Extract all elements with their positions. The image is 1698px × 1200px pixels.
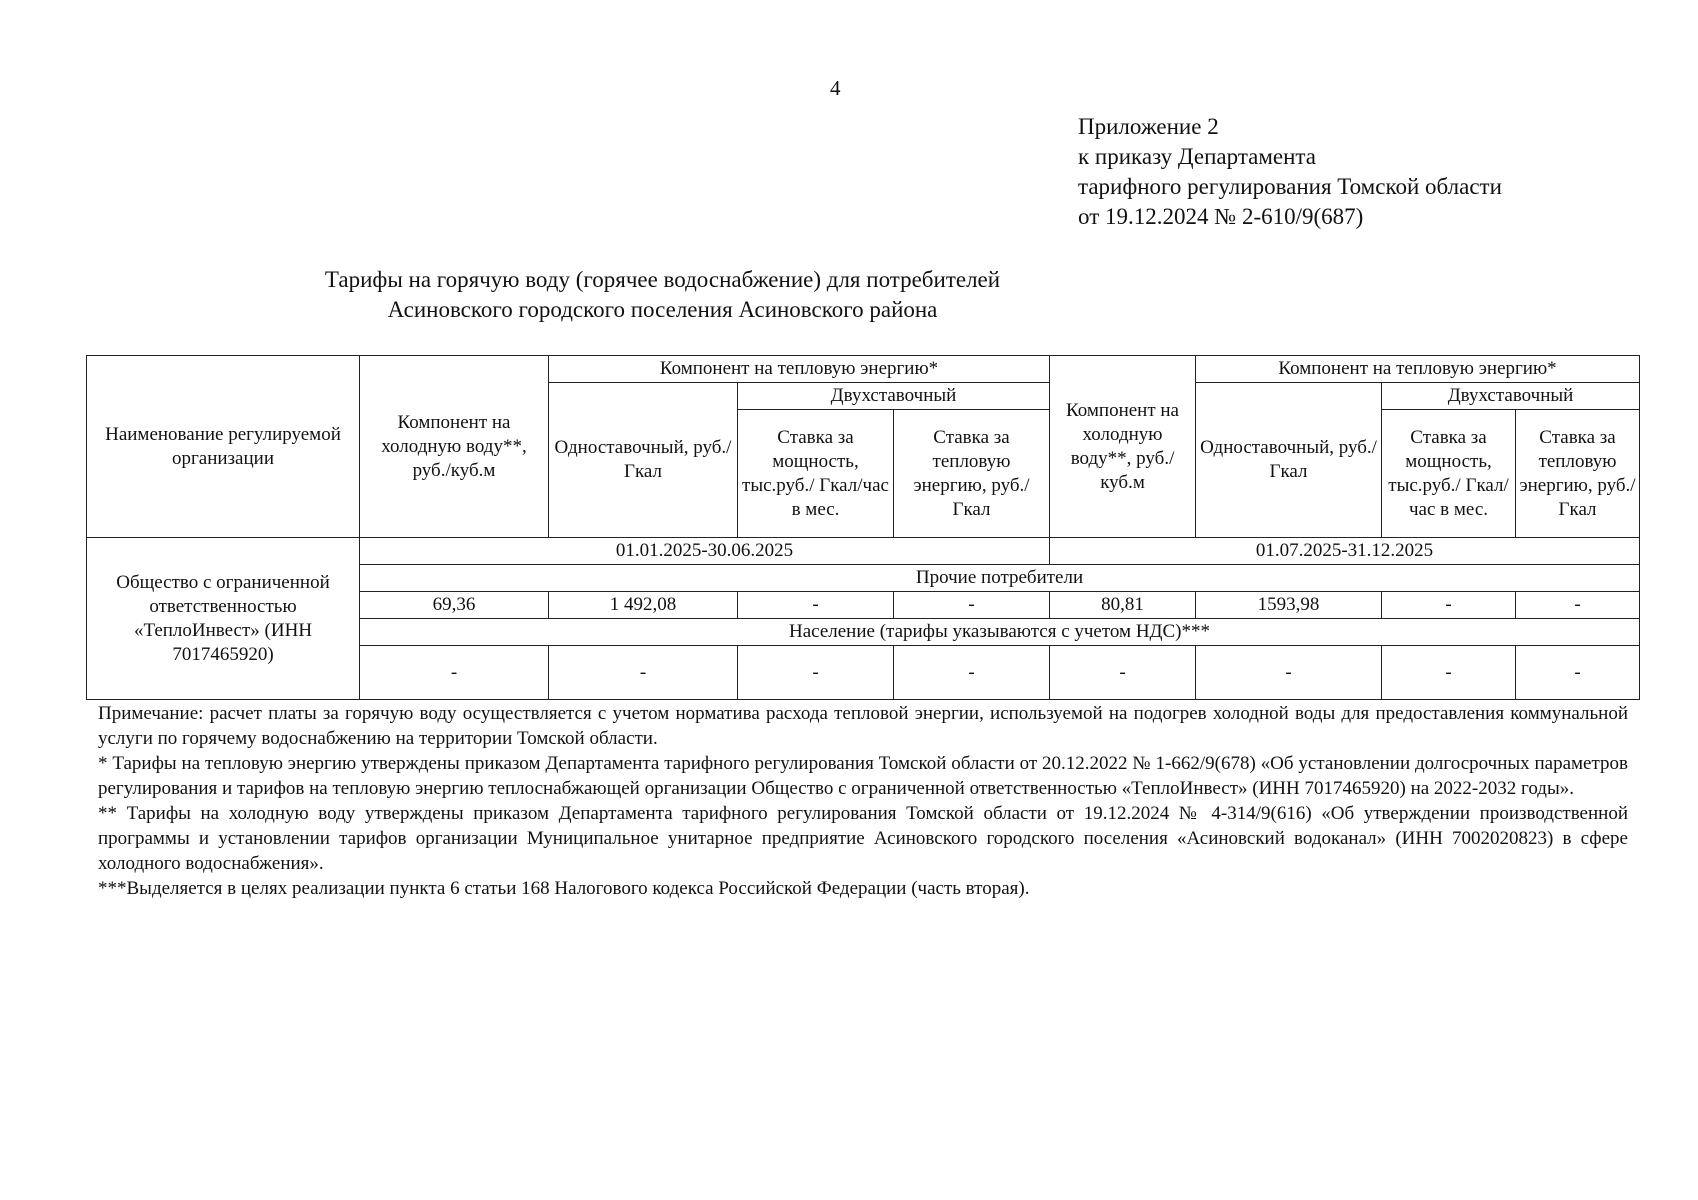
notes-block [98, 701, 1628, 901]
document-title [0, 265, 1325, 325]
header-two-rate: Двухставочный [738, 383, 1050, 410]
period-cell: 01.07.2025-31.12.2025 [1050, 538, 1640, 565]
page-number: 4 [830, 76, 841, 100]
header-capacity-rate: Ставка за мощность, тыс.руб./ Гкал/час в мес. [738, 410, 894, 538]
header-single-rate: Одноставочный, руб./Гкал [549, 383, 738, 538]
org-name-cell: Общество с ограниченной ответственностью «ТеплоИнвест» (ИНН 7017465920) [87, 538, 360, 700]
appendix-line: от 19.12.2024 № 2-610/9(687) [1078, 204, 1364, 229]
value-cell: - [1382, 646, 1516, 700]
value-cell: 1 492,08 [549, 592, 738, 619]
value-cell: - [738, 646, 894, 700]
tariff-table [86, 355, 1640, 700]
note-footnote-2: ** Тарифы на холодную воду утверждены приказом Департамента тарифного регулирования Томской области от 19.12.2024 № 4-314/9(616) «Об утверждении производственной программы и установлении тарифов организации Муниципальное унитарное предприятие Асиновского городского поселения «Асиновский водоканал» (ИНН 7002020823) в сфере холодного водоснабжения». [98, 803, 1628, 874]
note-main: Примечание: расчет платы за горячую воду осуществляется с учетом норматива расхода тепловой энергии, используемой на подогрев холодной воды для предоставления коммунальной услуги по горячему водоснабжению на территории Томской области. [98, 703, 1628, 749]
appendix-line: тарифного регулирования Томской области [1078, 174, 1502, 199]
header-single-rate: Одноставочный, руб./Гкал [1196, 383, 1382, 538]
value-cell: - [1382, 592, 1516, 619]
appendix-line: к приказу Департамента [1078, 144, 1316, 169]
note-footnote-1: * Тарифы на тепловую энергию утверждены приказом Департамента тарифного регулирования Томской области от 20.12.2022 № 1-662/9(678) «Об установлении долгосрочных параметров регулирования и тарифов на тепловую энергию теплоснабжающей организации Общество с ограниченной ответственностью «ТеплоИнвест» (ИНН 7017465920) на 2022-2032 годы». [98, 753, 1628, 799]
group-other-consumers: Прочие потребители [360, 565, 1640, 592]
value-cell: - [360, 646, 549, 700]
header-heat-component: Компонент на тепловую энергию* [549, 356, 1050, 383]
header-heat-component: Компонент на тепловую энергию* [1196, 356, 1640, 383]
value-cell: - [549, 646, 738, 700]
title-line: Тарифы на горячую воду (горячее водоснабжение) для потребителей [324, 267, 1001, 292]
header-capacity-rate: Ставка за мощность, тыс.руб./ Гкал/час в мес. [1382, 410, 1516, 538]
header-org-name: Наименование регулируемой организации [87, 356, 360, 538]
value-cell: - [1516, 646, 1640, 700]
header-energy-rate: Ставка за тепловую энергию, руб./Гкал [1516, 410, 1640, 538]
value-cell: - [738, 592, 894, 619]
value-cell: 1593,98 [1196, 592, 1382, 619]
period-cell: 01.01.2025-30.06.2025 [360, 538, 1050, 565]
value-cell: - [1050, 646, 1196, 700]
value-cell: - [1196, 646, 1382, 700]
header-cold-water: Компонент на холодную воду**, руб./куб.м [1050, 356, 1196, 538]
value-cell: 80,81 [1050, 592, 1196, 619]
value-cell: - [894, 646, 1050, 700]
header-cold-water: Компонент на холодную воду**, руб./куб.м [360, 356, 549, 538]
appendix-line: Приложение 2 [1078, 114, 1219, 139]
value-cell: - [894, 592, 1050, 619]
value-cell: 69,36 [360, 592, 549, 619]
header-two-rate: Двухставочный [1382, 383, 1640, 410]
note-footnote-3: ***Выделяется в целях реализации пункта 6 статьи 168 Налогового кодекса Российской Федерации (часть вторая). [98, 878, 1030, 899]
title-line: Асиновского городского поселения Асиновского района [387, 297, 938, 322]
value-cell: - [1516, 592, 1640, 619]
group-population: Население (тарифы указываются с учетом НДС)*** [360, 619, 1640, 646]
appendix-block [1078, 112, 1502, 232]
header-energy-rate: Ставка за тепловую энергию, руб./Гкал [894, 410, 1050, 538]
